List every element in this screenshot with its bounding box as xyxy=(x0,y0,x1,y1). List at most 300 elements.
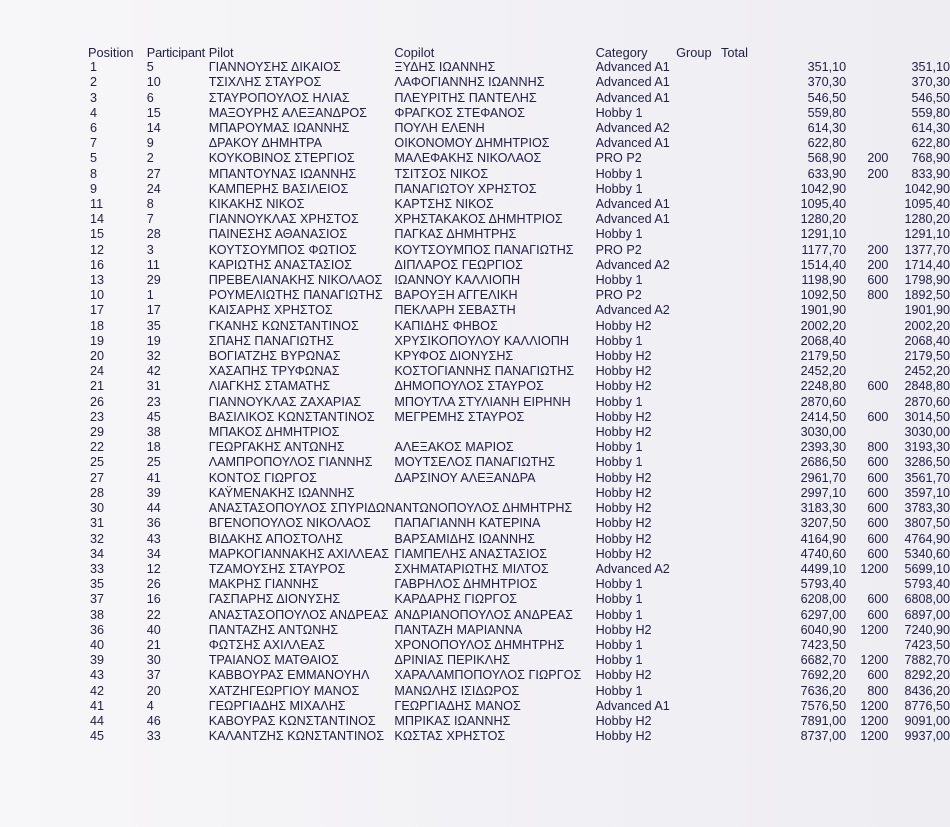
cell-position: 21 xyxy=(90,379,105,394)
cell-penalty xyxy=(846,106,896,121)
cell-spacer xyxy=(721,562,768,577)
cell-spacer xyxy=(721,136,768,151)
cell-position: 27 xyxy=(90,470,105,485)
cell-total: 8776,50 xyxy=(904,698,950,713)
cell-penalty: 600 xyxy=(867,273,889,288)
cell-copilot: ΚΟΥΤΣΟΥΜΠΟΣ ΠΑΝΑΓΙΩΤΗΣ xyxy=(394,242,574,257)
cell-position: 8 xyxy=(90,166,98,181)
cell-total: 1901,90 xyxy=(904,303,950,318)
cell-spacer xyxy=(721,699,768,714)
cell-total: 2452,20 xyxy=(904,364,950,379)
cell-total: 833,90 xyxy=(911,166,950,181)
cell-category: PRO P2 xyxy=(595,151,642,166)
cell-time: 546,50 xyxy=(807,90,847,105)
cell-total: 9937,00 xyxy=(904,729,950,744)
cell-time: 3030,00 xyxy=(800,425,847,440)
cell-category: Hobby H2 xyxy=(595,622,652,637)
cell-participant: 32 xyxy=(146,349,161,364)
table-row xyxy=(88,197,950,212)
cell-penalty xyxy=(846,75,896,90)
cell-position: 28 xyxy=(90,485,105,500)
table-row xyxy=(88,167,950,182)
cell-copilot: ΙΩΑΝΝΟΥ ΚΑΛΛΙΟΠΗ xyxy=(394,273,521,288)
cell-copilot: ΔΡΙΝΙΑΣ ΠΕΡΙΚΛΗΣ xyxy=(394,653,511,668)
cell-copilot: ΠΛΕΥΡΙΤΗΣ ΠΑΝΤΕΛΗΣ xyxy=(394,90,537,105)
cell-group xyxy=(676,684,721,699)
header-blank-2 xyxy=(846,45,896,60)
cell-penalty xyxy=(846,197,896,212)
cell-total: 3807,50 xyxy=(904,516,950,531)
cell-pilot: ΓΙΑΝΝΟΥΣΗΣ ΔΙΚΑΙΟΣ xyxy=(208,60,341,75)
cell-group xyxy=(676,91,721,106)
cell-group xyxy=(676,227,721,242)
cell-time: 2393,30 xyxy=(800,440,847,455)
header-copilot: Copilot xyxy=(394,45,435,60)
cell-category: Hobby 1 xyxy=(595,455,643,470)
cell-copilot xyxy=(394,425,595,440)
cell-spacer xyxy=(721,410,768,425)
cell-pilot: ΑΝΑΣΤΑΣΟΠΟΥΛΟΣ ΑΝΔΡΕΑΣ xyxy=(208,607,389,622)
cell-spacer xyxy=(721,151,768,166)
cell-spacer xyxy=(721,532,768,547)
cell-penalty xyxy=(846,91,896,106)
cell-position: 16 xyxy=(90,257,105,272)
cell-group xyxy=(676,532,721,547)
cell-total: 2068,40 xyxy=(904,333,950,348)
cell-group xyxy=(676,395,721,410)
cell-category: Hobby 1 xyxy=(595,637,643,652)
cell-pilot: ΑΝΑΣΤΑΣΟΠΟΥΛΟΣ ΣΠΥΡΙΔΩΝ xyxy=(208,501,395,516)
cell-penalty xyxy=(846,60,896,75)
cell-group xyxy=(676,623,721,638)
cell-category: Advanced A1 xyxy=(595,136,670,151)
cell-time: 8737,00 xyxy=(800,729,847,744)
cell-copilot: ΧΑΡΑΛΑΜΠΟΠΟΥΛΟΣ ΓΙΩΡΓΟΣ xyxy=(394,668,582,683)
cell-copilot: ΦΡΑΓΚΟΣ ΣΤΕΦΑΝΟΣ xyxy=(394,105,526,120)
cell-penalty xyxy=(846,425,896,440)
cell-copilot: ΞΥΔΗΣ ΙΩΑΝΝΗΣ xyxy=(394,60,496,75)
cell-participant: 31 xyxy=(146,379,161,394)
cell-position: 32 xyxy=(90,531,105,546)
cell-group xyxy=(676,60,721,75)
cell-category: Hobby 1 xyxy=(595,166,643,181)
cell-group xyxy=(676,379,721,394)
cell-spacer xyxy=(721,227,768,242)
table-row xyxy=(88,379,950,394)
cell-category: Hobby H2 xyxy=(595,546,652,561)
cell-time: 1198,90 xyxy=(801,273,847,288)
cell-total: 9091,00 xyxy=(904,713,950,728)
cell-pilot: ΜΠΑΝΤΟΥΝΑΣ ΙΩΑΝΝΗΣ xyxy=(208,166,357,181)
cell-group xyxy=(676,729,721,744)
cell-spacer xyxy=(721,212,768,227)
cell-category: Advanced A1 xyxy=(595,698,670,713)
results-table xyxy=(88,45,950,744)
cell-total: 3783,30 xyxy=(904,501,950,516)
cell-participant: 42 xyxy=(146,364,161,379)
cell-category: Hobby H2 xyxy=(595,516,652,531)
cell-penalty: 600 xyxy=(867,668,889,683)
cell-position: 19 xyxy=(90,333,105,348)
cell-time: 6297,00 xyxy=(800,607,847,622)
cell-copilot: ΠΑΠΑΓΙΑΝΝΗ ΚΑΤΕΡΙΝΑ xyxy=(394,516,541,531)
cell-spacer xyxy=(721,121,768,136)
table-row xyxy=(88,334,950,349)
cell-total: 3286,50 xyxy=(904,455,950,470)
header-pilot: Pilot xyxy=(208,45,234,60)
cell-participant: 17 xyxy=(146,303,161,318)
cell-spacer xyxy=(721,455,768,470)
cell-total: 7882,70 xyxy=(904,653,950,668)
cell-participant: 18 xyxy=(146,440,161,455)
cell-pilot: ΤΣΙΧΛΗΣ ΣΤΑΥΡΟΣ xyxy=(208,75,322,90)
table-row xyxy=(88,714,950,729)
cell-pilot: ΜΠΑΚΟΣ ΔΗΜΗΤΡΙΟΣ xyxy=(208,425,340,440)
cell-group xyxy=(676,319,721,334)
table-row xyxy=(88,227,950,242)
cell-copilot: ΚΑΡΔΑΡΗΣ ΓΙΩΡΓΟΣ xyxy=(394,592,518,607)
cell-position: 14 xyxy=(90,212,105,227)
cell-time: 633,90 xyxy=(807,166,847,181)
cell-group xyxy=(676,136,721,151)
cell-time: 351,10 xyxy=(807,60,847,75)
cell-copilot: ΧΡΥΣΙΚΟΠΟΥΛΟΥ ΚΑΛΛΙΟΠΗ xyxy=(394,333,569,348)
cell-time: 6040,90 xyxy=(800,622,847,637)
cell-penalty: 800 xyxy=(867,288,889,303)
cell-copilot: ΒΑΡΟΥΞΗ ΑΓΓΕΛΙΚΗ xyxy=(394,288,518,303)
cell-participant: 12 xyxy=(146,561,161,576)
cell-copilot: ΚΑΠΙΔΗΣ ΦΗΒΟΣ xyxy=(394,318,498,333)
cell-time: 1901,90 xyxy=(800,303,847,318)
cell-penalty: 200 xyxy=(867,166,889,181)
cell-participant: 45 xyxy=(146,409,161,424)
cell-pilot: ΤΡΑΙΑΝΟΣ ΜΑΤΘΑΙΟΣ xyxy=(208,653,339,668)
cell-penalty: 600 xyxy=(867,531,889,546)
header-participant: Participant xyxy=(146,45,206,60)
cell-time: 4164,90 xyxy=(800,531,847,546)
cell-penalty: 800 xyxy=(867,683,889,698)
cell-penalty xyxy=(846,319,896,334)
cell-pilot: ΜΠΑΡΟΥΜΑΣ ΙΩΑΝΝΗΣ xyxy=(208,121,350,136)
cell-position: 17 xyxy=(90,303,105,318)
cell-position: 43 xyxy=(90,668,105,683)
cell-group xyxy=(676,501,721,516)
table-row xyxy=(88,303,950,318)
table-row xyxy=(88,608,950,623)
table-row xyxy=(88,410,950,425)
cell-group xyxy=(676,516,721,531)
cell-pilot: ΚΑΒΒΟΥΡΑΣ ΕΜΜΑΝΟΥΗΛ xyxy=(208,668,370,683)
cell-penalty xyxy=(846,395,896,410)
cell-position: 39 xyxy=(90,653,105,668)
cell-spacer xyxy=(721,684,768,699)
cell-spacer xyxy=(721,273,768,288)
cell-category: Advanced A2 xyxy=(595,257,670,272)
cell-group xyxy=(676,547,721,562)
cell-total: 6808,00 xyxy=(904,592,950,607)
cell-copilot: ΑΝΔΡΙΑΝΟΠΟΥΛΟΣ ΑΝΔΡΕΑΣ xyxy=(394,607,573,622)
table-row xyxy=(88,501,950,516)
cell-time: 370,30 xyxy=(807,75,847,90)
cell-penalty xyxy=(846,577,896,592)
cell-pilot: ΧΑΤΖΗΓΕΩΡΓΙΟΥ ΜΑΝΟΣ xyxy=(208,683,360,698)
cell-pilot: ΚΟΝΤΟΣ ΓΙΩΡΓΟΣ xyxy=(208,470,317,485)
cell-position: 34 xyxy=(90,546,105,561)
cell-time: 2961,70 xyxy=(800,470,847,485)
cell-position: 31 xyxy=(90,516,105,531)
cell-pilot: ΧΑΣΑΠΗΣ ΤΡΥΦΩΝΑΣ xyxy=(208,364,340,379)
cell-spacer xyxy=(721,653,768,668)
cell-copilot: ΓΙΑΜΠΕΛΗΣ ΑΝΑΣΤΑΣΙΟΣ xyxy=(394,546,548,561)
cell-category: Hobby 1 xyxy=(595,227,643,242)
cell-spacer xyxy=(721,319,768,334)
cell-category: Advanced A1 xyxy=(595,90,670,105)
cell-participant: 16 xyxy=(146,592,161,607)
cell-category: Advanced A1 xyxy=(595,60,670,75)
cell-penalty: 1200 xyxy=(860,713,889,728)
cell-total: 2870,60 xyxy=(904,394,950,409)
cell-category: Hobby 1 xyxy=(595,577,643,592)
cell-position: 36 xyxy=(90,622,105,637)
cell-group xyxy=(676,455,721,470)
cell-category: Hobby 1 xyxy=(595,333,643,348)
cell-time: 1291,10 xyxy=(800,227,847,242)
cell-total: 5699,10 xyxy=(904,561,950,576)
cell-pilot: ΠΑΝΤΑΖΗΣ ΑΝΤΩΝΗΣ xyxy=(208,622,339,637)
cell-time: 2248,80 xyxy=(800,379,847,394)
cell-penalty: 600 xyxy=(867,516,889,531)
cell-participant: 43 xyxy=(146,531,161,546)
cell-spacer xyxy=(721,379,768,394)
table-row xyxy=(88,729,950,744)
cell-penalty: 600 xyxy=(867,546,889,561)
cell-time: 2997,10 xyxy=(800,485,847,500)
cell-group xyxy=(676,562,721,577)
table-row xyxy=(88,395,950,410)
cell-spacer xyxy=(721,714,768,729)
cell-position: 38 xyxy=(90,607,105,622)
table-row xyxy=(88,364,950,379)
table-row xyxy=(88,136,950,151)
cell-copilot: ΣΧΗΜΑΤΑΡΙΩΤΗΣ ΜΙΛΤΟΣ xyxy=(394,561,549,576)
table-row xyxy=(88,577,950,592)
cell-pilot: ΚΑΜΠΕΡΗΣ ΒΑΣΙΛΕΙΟΣ xyxy=(208,181,349,196)
cell-participant: 34 xyxy=(146,546,161,561)
table-row xyxy=(88,349,950,364)
cell-group xyxy=(676,197,721,212)
cell-category: Hobby H2 xyxy=(595,409,652,424)
cell-copilot: ΜΠΡΙΚΑΣ ΙΩΑΝΝΗΣ xyxy=(394,713,511,728)
cell-position: 10 xyxy=(90,288,105,303)
table-row xyxy=(88,60,950,75)
cell-pilot: ΛΑΜΠΡΟΠΟΥΛΟΣ ΓΙΑΝΝΗΣ xyxy=(208,455,373,470)
cell-penalty xyxy=(846,349,896,364)
cell-time: 2002,20 xyxy=(800,318,847,333)
cell-participant: 44 xyxy=(146,501,161,516)
cell-penalty: 1200 xyxy=(860,698,889,713)
cell-position: 18 xyxy=(90,318,105,333)
cell-copilot: ΜΑΛΕΦΑΚΗΣ ΝΙΚΟΛΑΟΣ xyxy=(394,151,542,166)
table-row xyxy=(88,258,950,273)
cell-category: Hobby H2 xyxy=(595,379,652,394)
cell-total: 1042,90 xyxy=(904,181,950,196)
cell-copilot: ΧΡΟΝΟΠΟΥΛΟΣ ΔΗΜΗΤΡΗΣ xyxy=(394,637,565,652)
cell-time: 2414,50 xyxy=(800,409,847,424)
cell-pilot: ΒΟΓΙΑΤΖΗΣ ΒΥΡΩΝΑΣ xyxy=(208,349,341,364)
cell-total: 5793,40 xyxy=(904,577,950,592)
table-row xyxy=(88,547,950,562)
cell-participant: 37 xyxy=(146,668,161,683)
table-row xyxy=(88,75,950,90)
cell-participant: 35 xyxy=(146,318,161,333)
cell-position: 29 xyxy=(90,425,105,440)
table-row xyxy=(88,91,950,106)
cell-time: 4499,10 xyxy=(800,561,847,576)
cell-category: Hobby H2 xyxy=(595,318,652,333)
cell-participant: 3 xyxy=(146,242,154,257)
cell-copilot: ΠΑΝΤΑΖΗ ΜΑΡΙΑΝΝΑ xyxy=(394,622,523,637)
cell-participant: 38 xyxy=(146,425,161,440)
table-row xyxy=(88,425,950,440)
cell-penalty: 800 xyxy=(867,440,889,455)
cell-copilot: ΓΑΒΡΗΛΟΣ ΔΗΜΗΤΡΙΟΣ xyxy=(394,577,538,592)
cell-group xyxy=(676,151,721,166)
cell-position: 25 xyxy=(90,455,105,470)
cell-participant: 14 xyxy=(146,121,161,136)
cell-penalty xyxy=(846,638,896,653)
cell-pilot: ΜΑΞΟΥΡΗΣ ΑΛΕΞΑΝΔΡΟΣ xyxy=(208,105,367,120)
cell-copilot: ΚΑΡΤΣΗΣ ΝΙΚΟΣ xyxy=(394,197,494,212)
cell-group xyxy=(676,258,721,273)
cell-position: 15 xyxy=(90,227,105,242)
cell-pilot: ΓΕΩΡΓΙΑΔΗΣ ΜΙΧΑΛΗΣ xyxy=(208,698,346,713)
cell-category: Hobby 1 xyxy=(595,440,643,455)
cell-pilot: ΔΡΑΚΟΥ ΔΗΜΗΤΡΑ xyxy=(208,136,323,151)
cell-spacer xyxy=(721,364,768,379)
cell-category: PRO P2 xyxy=(595,288,642,303)
table-row xyxy=(88,212,950,227)
cell-total: 1714,40 xyxy=(904,257,950,272)
cell-copilot: ΟΙΚΟΝΟΜΟΥ ΔΗΜΗΤΡΙΟΣ xyxy=(394,136,550,151)
cell-copilot: ΠΑΓΚΑΣ ΔΗΜΗΤΡΗΣ xyxy=(394,227,517,242)
cell-time: 1514,40 xyxy=(800,257,847,272)
cell-category: Hobby 1 xyxy=(595,105,643,120)
cell-copilot: ΠΟΥΛΗ ΕΛΕΝΗ xyxy=(394,121,485,136)
cell-time: 7576,50 xyxy=(800,698,847,713)
cell-group xyxy=(676,121,721,136)
cell-participant: 15 xyxy=(146,105,161,120)
cell-pilot: ΡΟΥΜΕΛΙΩΤΗΣ ΠΑΝΑΓΙΩΤΗΣ xyxy=(208,288,383,303)
cell-spacer xyxy=(721,60,768,75)
cell-position: 4 xyxy=(90,105,98,120)
cell-category: Advanced A1 xyxy=(595,75,670,90)
cell-position: 5 xyxy=(90,151,98,166)
cell-participant: 30 xyxy=(146,653,161,668)
cell-time: 3207,50 xyxy=(800,516,847,531)
cell-time: 2452,20 xyxy=(800,364,847,379)
cell-participant: 19 xyxy=(146,333,161,348)
cell-category: Advanced A2 xyxy=(595,121,670,136)
table-row xyxy=(88,516,950,531)
cell-pilot: ΒΑΣΙΛΙΚΟΣ ΚΩΝΣΤΑΝΤΙΝΟΣ xyxy=(208,409,375,424)
cell-total: 1798,90 xyxy=(904,273,950,288)
header-blank-3 xyxy=(896,45,950,60)
cell-copilot: ΓΕΩΡΓΙΑΔΗΣ ΜΑΝΟΣ xyxy=(394,698,521,713)
cell-penalty: 600 xyxy=(867,607,889,622)
cell-position: 44 xyxy=(90,713,105,728)
cell-copilot: ΜΠΟΥΤΛΑ ΣΤΥΛΙΑΝΗ ΕΙΡΗΝΗ xyxy=(394,394,571,409)
cell-total: 1095,40 xyxy=(904,197,950,212)
cell-pilot: ΒΓΕΝΟΠΟΥΛΟΣ ΝΙΚΟΛΑΟΣ xyxy=(208,516,371,531)
cell-participant: 22 xyxy=(146,607,161,622)
cell-total: 3030,00 xyxy=(904,425,950,440)
cell-group xyxy=(676,288,721,303)
cell-penalty: 200 xyxy=(867,242,889,257)
cell-penalty: 600 xyxy=(867,455,889,470)
cell-category: Advanced A1 xyxy=(595,197,670,212)
header-total: Total xyxy=(720,45,749,60)
header-category: Category xyxy=(595,45,648,60)
cell-penalty: 600 xyxy=(867,470,889,485)
cell-time: 2179,50 xyxy=(800,349,847,364)
cell-position: 12 xyxy=(90,242,105,257)
cell-spacer xyxy=(721,592,768,607)
cell-participant: 46 xyxy=(146,713,161,728)
cell-time: 1092,50 xyxy=(800,288,847,303)
cell-category: Hobby H2 xyxy=(595,349,652,364)
cell-category: Hobby 1 xyxy=(595,273,643,288)
cell-participant: 7 xyxy=(146,212,154,227)
cell-category: Hobby H2 xyxy=(595,485,652,500)
cell-penalty xyxy=(846,227,896,242)
cell-pilot: ΚΑΫΜΕΝΑΚΗΣ ΙΩΑΝΝΗΣ xyxy=(208,485,355,500)
cell-total: 3561,70 xyxy=(904,470,950,485)
cell-position: 6 xyxy=(90,121,98,136)
cell-pilot: ΒΙΔΑΚΗΣ ΑΠΟΣΤΟΛΗΣ xyxy=(208,531,343,546)
cell-position: 41 xyxy=(90,698,105,713)
cell-copilot: ΔΑΡΣΙΝΟΥ ΑΛΕΞΑΝΔΡΑ xyxy=(394,470,536,485)
cell-group xyxy=(676,440,721,455)
cell-time: 4740,60 xyxy=(800,546,847,561)
cell-total: 370,30 xyxy=(911,75,950,90)
cell-copilot: ΧΡΗΣΤΑΚΑΚΟΣ ΔΗΜΗΤΡΙΟΣ xyxy=(394,212,563,227)
table-row xyxy=(88,684,950,699)
cell-category: Hobby H2 xyxy=(595,729,652,744)
cell-group xyxy=(676,577,721,592)
cell-participant: 2 xyxy=(146,151,154,166)
cell-penalty: 600 xyxy=(867,501,889,516)
cell-position: 24 xyxy=(90,364,105,379)
cell-group xyxy=(676,349,721,364)
cell-spacer xyxy=(721,395,768,410)
table-row xyxy=(88,562,950,577)
cell-penalty xyxy=(846,334,896,349)
cell-penalty xyxy=(846,364,896,379)
cell-group xyxy=(676,182,721,197)
cell-spacer xyxy=(721,547,768,562)
cell-pilot: ΜΑΡΚΟΓΙΑΝΝΑΚΗΣ ΑΧΙΛΛΕΑΣ xyxy=(208,546,390,561)
cell-time: 622,80 xyxy=(807,136,847,151)
header-row xyxy=(88,45,950,60)
cell-category: Hobby H2 xyxy=(595,713,652,728)
cell-copilot: ΔΗΜΟΠΟΥΛΟΣ ΣΤΑΥΡΟΣ xyxy=(394,379,544,394)
table-row xyxy=(88,592,950,607)
cell-participant: 8 xyxy=(146,197,154,212)
cell-group xyxy=(676,425,721,440)
table-row xyxy=(88,319,950,334)
cell-copilot: ΜΑΝΩΛΗΣ ΙΣΙΔΩΡΟΣ xyxy=(394,683,520,698)
cell-group xyxy=(676,638,721,653)
